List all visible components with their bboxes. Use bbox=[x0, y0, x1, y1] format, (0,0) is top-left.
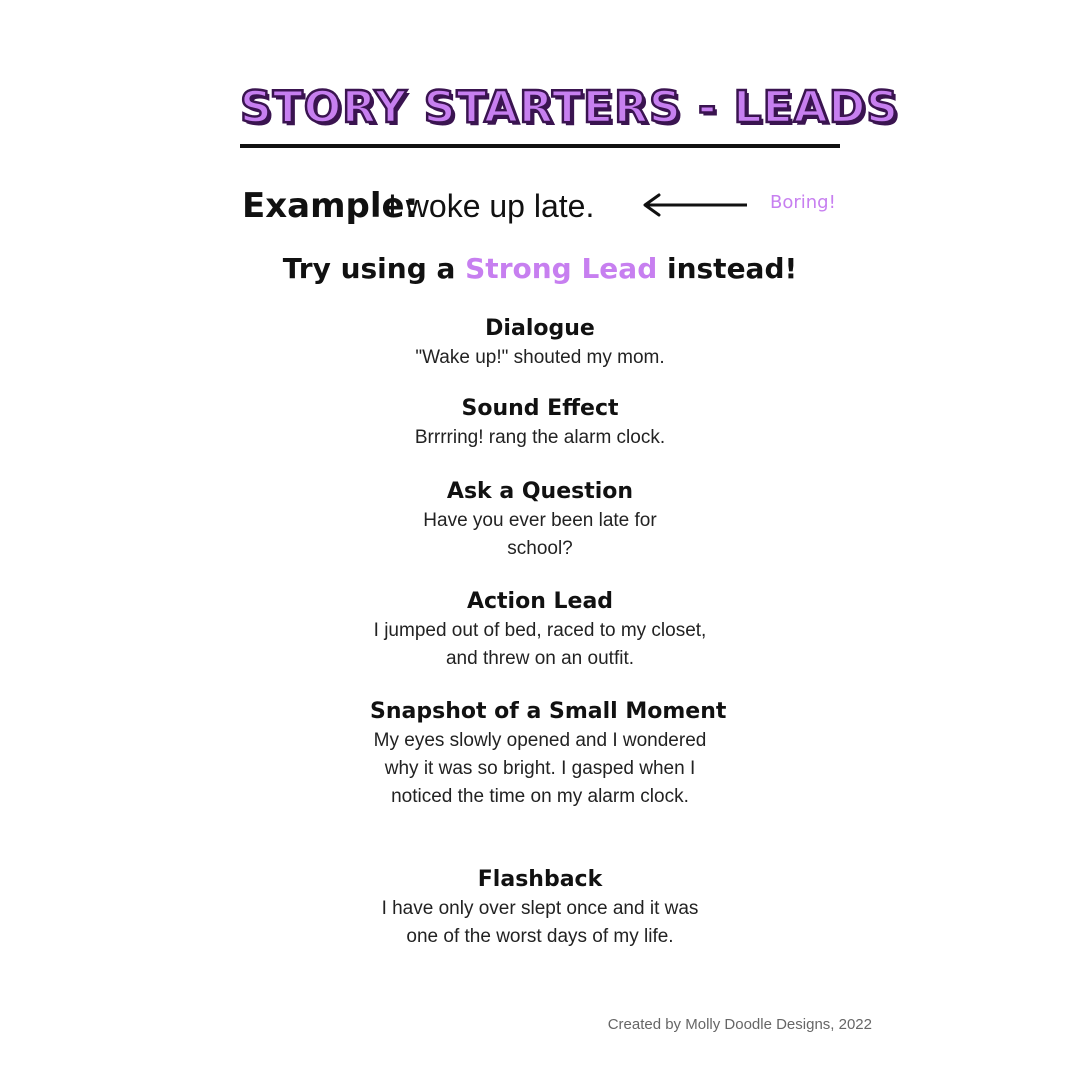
boring-note: Boring! bbox=[770, 192, 836, 213]
prompt-text-after: instead! bbox=[657, 252, 798, 285]
section-heading: Sound Effect bbox=[461, 396, 619, 421]
left-arrow-icon bbox=[637, 190, 749, 220]
prompt-text-before: Try using a bbox=[282, 252, 466, 285]
title-underline bbox=[240, 144, 840, 148]
example-row bbox=[242, 184, 842, 234]
lead-section-sound-effect bbox=[340, 394, 740, 452]
lead-section-flashback bbox=[370, 865, 710, 951]
lead-section-ask-a-question bbox=[390, 477, 690, 563]
lead-section-action-lead bbox=[370, 587, 710, 673]
example-label: Example: bbox=[242, 186, 419, 226]
lead-section-snapshot bbox=[370, 697, 727, 811]
section-heading: Dialogue bbox=[485, 316, 595, 341]
section-body: Brrrring! rang the alarm clock. bbox=[414, 427, 666, 448]
section-body: I jumped out of bed, raced to my closet, and threw on an outfit. bbox=[373, 620, 707, 669]
section-body: My eyes slowly opened and I wondered why it was so bright. I gasped when I noticed the time on my alarm clock. bbox=[373, 730, 707, 807]
example-sentence: I woke up late. bbox=[388, 188, 595, 224]
footer-credit: Created by Molly Doodle Designs, 2022 bbox=[607, 1016, 872, 1033]
page-title: STORY STARTERS - LEADS bbox=[240, 82, 899, 133]
section-heading: Flashback bbox=[477, 867, 603, 892]
section-heading: Ask a Question bbox=[446, 479, 634, 504]
section-heading: Snapshot of a Small Moment bbox=[370, 699, 727, 724]
section-body: "Wake up!" shouted my mom. bbox=[415, 347, 665, 368]
section-body: Have you ever been late for school? bbox=[423, 510, 657, 559]
strong-lead-prompt bbox=[240, 252, 840, 285]
section-heading: Action Lead bbox=[466, 589, 614, 614]
prompt-accent: Strong Lead bbox=[465, 252, 658, 285]
lead-section-dialogue bbox=[340, 314, 740, 372]
section-body: I have only over slept once and it was one of the worst days of my life. bbox=[381, 898, 699, 947]
